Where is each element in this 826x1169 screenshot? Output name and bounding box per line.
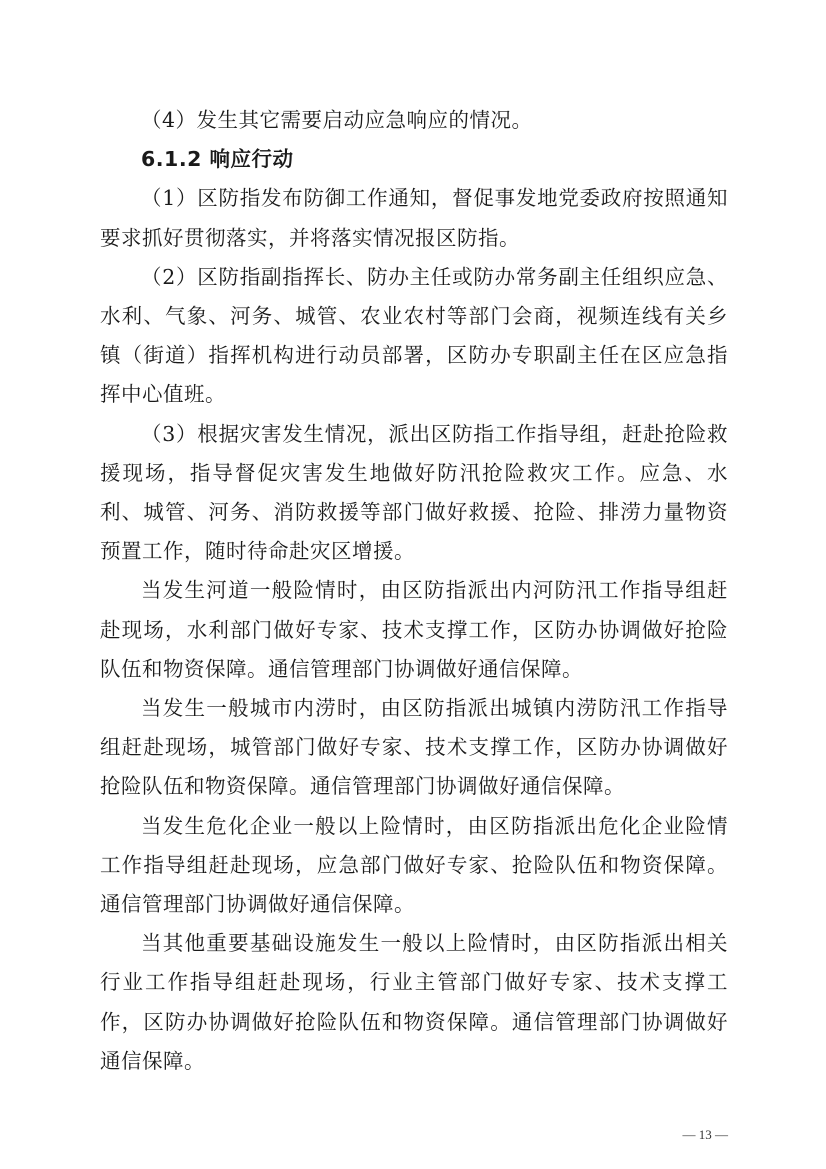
paragraph-action-3: （3）根据灾害发生情况，派出区防指工作指导组，赶赴抢险救援现场，指导督促灾害发生地做好防汛抢险救灾工作。应急、水利、城管、河务、消防救援等部门做好救援、抢险、排涝力量物资预置工作，随时待命赴灾区增援。 <box>100 421 728 564</box>
section-heading: 6.1.2 响应行动 <box>141 147 294 172</box>
paragraph-condition-4: （4）发生其它需要启动应急响应的情况。 <box>141 108 533 132</box>
paragraph-action-2: （2）区防指副指挥长、防办主任或防办常务副主任组织应急、水利、气象、河务、城管、农业农村等部门会商，视频连线有关乡镇（街道）指挥机构进行动员部署，区防办专职副主任在区应急指挥中心值班。 <box>100 264 728 407</box>
paragraph-action-1: （1）区防指发布防御工作通知，督促事发地党委政府按照通知要求抓好贯彻落实，并将落实情况报区防指。 <box>100 186 728 250</box>
page-number: — 13 — <box>682 1127 728 1142</box>
paragraph-river-danger: 当发生河道一般险情时，由区防指派出内河防汛工作指导组赶赴现场，水利部门做好专家、技术支撑工作，区防办协调做好抢险队伍和物资保障。通信管理部门协调做好通信保障。 <box>100 578 728 681</box>
paragraph-infrastructure-danger: 当其他重要基础设施发生一般以上险情时，由区防指派出相关行业工作指导组赶赴现场，行业主管部门做好专家、技术支撑工作，区防办协调做好抢险队伍和物资保障。通信管理部门协调做好通信保障。 <box>100 931 728 1073</box>
document-body <box>100 101 728 1081</box>
paragraph-urban-waterlogging: 当发生一般城市内涝时，由区防指派出城镇内涝防汛工作指导组赶赴现场，城管部门做好专家、技术支撑工作，区防办协调做好抢险队伍和物资保障。通信管理部门协调做好通信保障。 <box>100 696 728 799</box>
paragraph-hazchem-danger: 当发生危化企业一般以上险情时，由区防指派出危化企业险情工作指导组赶赴现场，应急部门做好专家、抢险队伍和物资保障。通信管理部门协调做好通信保障。 <box>100 813 728 917</box>
